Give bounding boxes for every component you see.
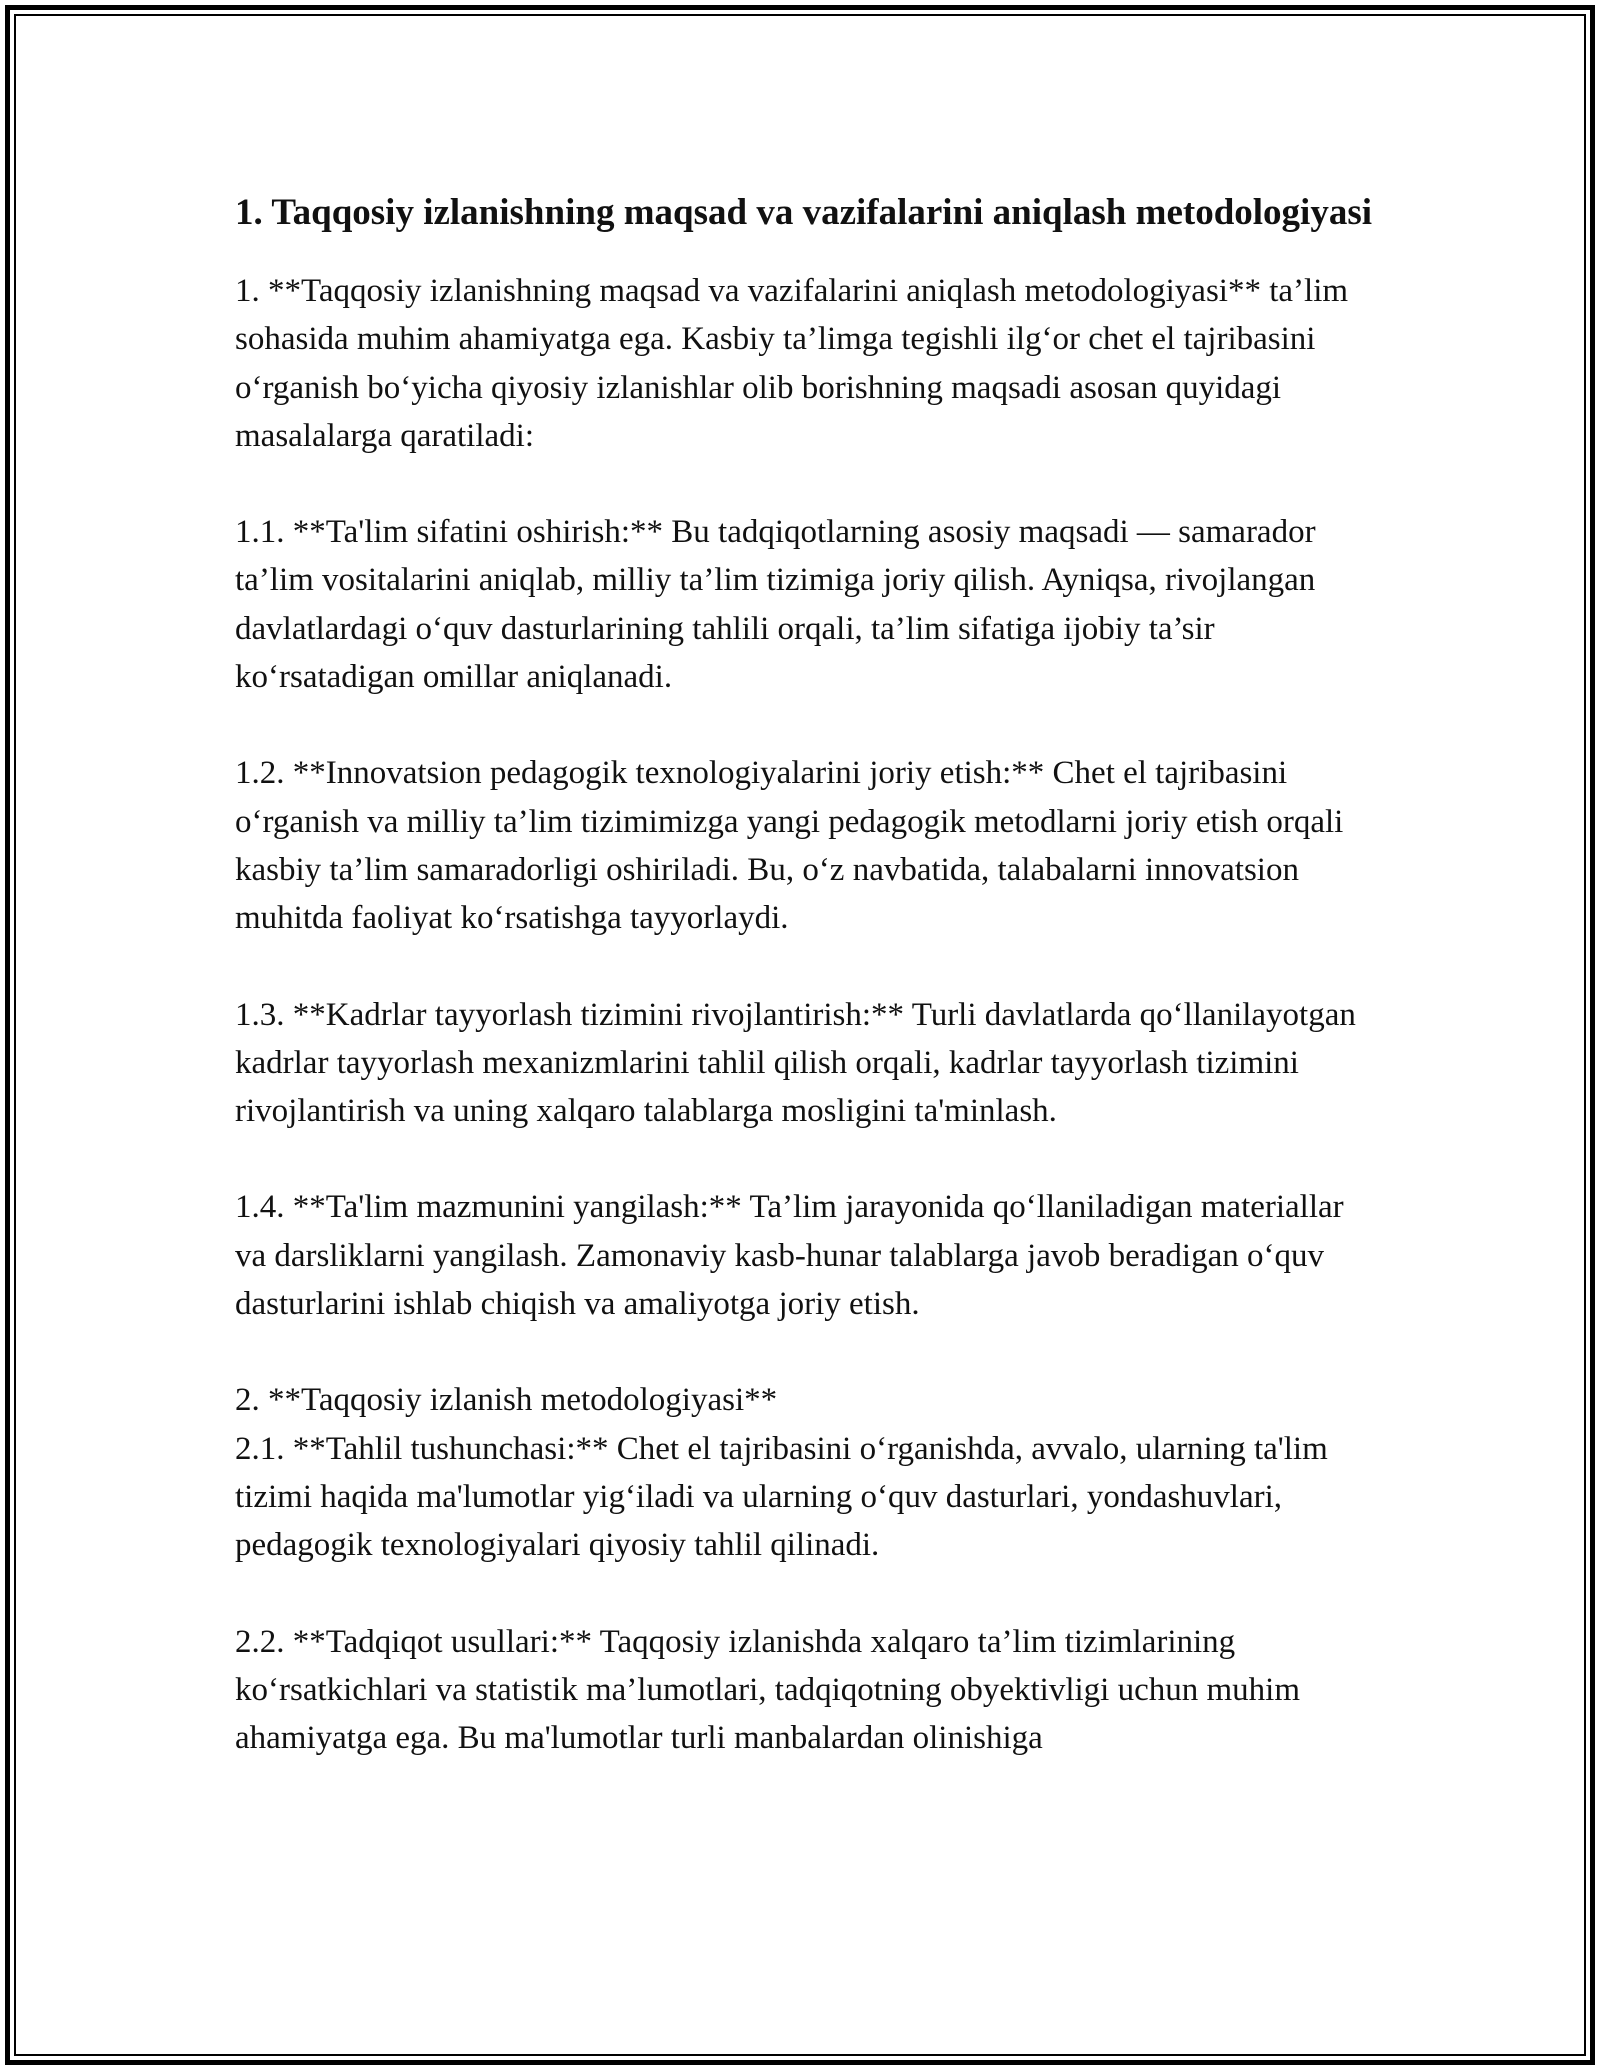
paragraph-1-3: 1.3. **Kadrlar tayyorlash tizimini rivojlantirish:** Turli davlatlarda qo‘llanilayotgan kadrlar tayyorlash mexanizmlarini tahlil qilish orqali, kadrlar tayyorlash tizimini rivojlantirish va uning xalqaro talablarga mosligini ta'minlash. bbox=[235, 996, 1356, 1130]
paragraph-intro: 1. **Taqqosiy izlanishning maqsad va vazifalarini aniqlash metodologiyasi** ta’lim sohasida muhim ahamiyatga ega. Kasbiy ta’limga tegishli ilg‘or chet el tajribasini o‘rganish bo‘yicha qiyosiy izlanishlar olib borishning maqsadi asosan quyidagi masalalarga qaratiladi: bbox=[235, 273, 1349, 454]
document-body bbox=[235, 185, 1375, 1810]
paragraph-1-2: 1.2. **Innovatsion pedagogik texnologiyalarini joriy etish:** Chet el tajribasini o‘rganish va milliy ta’lim tizimimizga yangi pedagogik metodlarni joriy etish orqali kasbiy ta’lim samaradorligi oshiriladi. Bu, o‘z navbatida, talabalarni innovatsion muhitda faoliyat ko‘rsatishga tayyorlaydi. bbox=[235, 755, 1344, 937]
section-2-heading: 2. **Taqqosiy izlanish metodologiyasi** bbox=[235, 1382, 778, 1419]
paragraph-1-4: 1.4. **Ta'lim mazmunini yangilash:** Ta’lim jarayonida qo‘llaniladigan materiallar va darsliklarni yangilash. Zamonaviy kasb-hunar talablarga javob beradigan o‘quv dasturlarini ishlab chiqish va amaliyotga joriy etish. bbox=[235, 1189, 1344, 1323]
paragraph-1-1: 1.1. **Ta'lim sifatini oshirish:** Bu tadqiqotlarning asosiy maqsadi — samarador ta’lim vositalarini aniqlab, milliy ta’lim tizimiga joriy qilish. Ayniqsa, rivojlangan davlatlardagi o‘quv dasturlarining tahlili orqali, ta’lim sifatiga ijobiy ta’sir ko‘rsatadigan omillar aniqlanadi. bbox=[235, 514, 1316, 696]
paragraph-2-1: 2.1. **Tahlil tushunchasi:** Chet el tajribasini o‘rganishda, avvalo, ularning ta'lim tizimi haqida ma'lumotlar yig‘iladi va ularning o‘quv dasturlari, yondashuvlari, pedagogik texnologiyalari qiyosiy tahlil qilinadi. bbox=[235, 1430, 1328, 1564]
document-title: 1. Taqqosiy izlanishning maqsad va vazifalarini aniqlash metodologiyasi bbox=[235, 192, 1373, 233]
paragraph-2-2: 2.2. **Tadqiqot usullari:** Taqqosiy izlanishda xalqaro ta’lim tizimlarining ko‘rsatkichlari va statistik ma’lumotlari, tadqiqotning obyektivligi uchun muhim ahamiyatga ega. Bu ma'lumotlar turli manbalardan olinishiga bbox=[235, 1623, 1300, 1757]
